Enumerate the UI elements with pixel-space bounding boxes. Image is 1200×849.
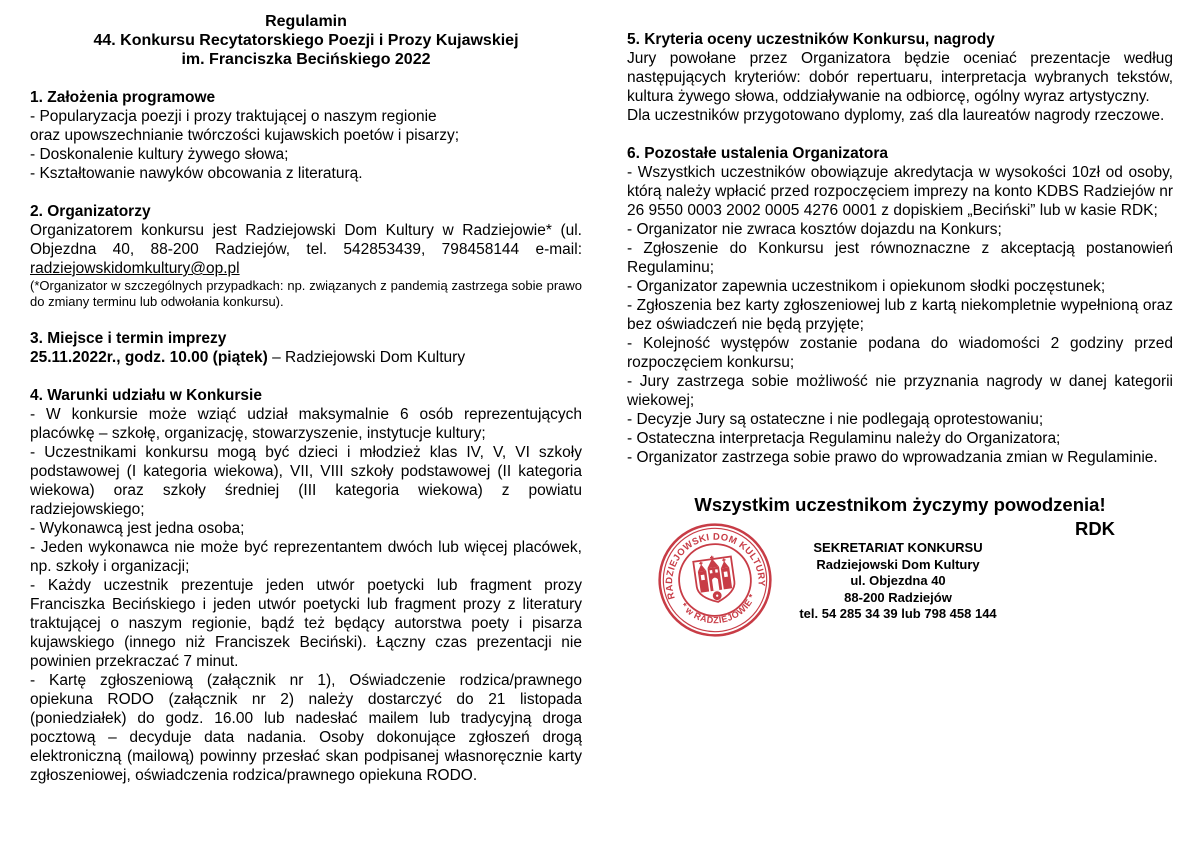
secretariat-line: SEKRETARIAT KONKURSU	[813, 540, 983, 555]
email-link[interactable]: radziejowskidomkultury@op.pl	[30, 260, 240, 277]
secretariat-line: 88-200 Radziejów	[844, 589, 952, 605]
title-line-1: Regulamin	[265, 13, 347, 30]
bullet-item: - Zgłoszenie do Konkursu jest równoznaczne z akceptacją postanowień Regulaminu;	[627, 240, 1173, 276]
bullet-item: - Decyzje Jury są ostateczne i nie podlegają oprotestowaniu;	[627, 411, 1044, 428]
signature-rdk: RDK	[1074, 518, 1116, 539]
bullet-item: - Każdy uczestnik prezentuje jeden utwór poetycki lub fragment prozy Franciszka Becińskiego i jeden utwór poetycki lub fragment prozy z literatury traktującej o naszym regionie, bądź też będący autorstwa poety i pisarza kujawskiego (innego niż Franciszek Beciński). Łączny czas prezentacji nie powinien przekraczać 7 minut.	[30, 577, 582, 670]
footer-area	[627, 531, 1173, 700]
awards-text: Dla uczestników przygotowano dyplomy, zaś dla laureatów nagrody rzeczowe.	[627, 107, 1165, 124]
event-date: 25.11.2022r., godz. 10.00 (piątek)	[30, 349, 268, 366]
secretariat-line: tel. 54 285 34 39 lub 798 458 144	[799, 606, 997, 621]
jury-criteria-text: Jury powołane przez Organizatora będzie oceniać prezentacje według następujących kryteriów: dobór repertuaru, interpretacja wybranych tekstów, kultura żywego słowa, oddziaływanie na odbiorcę, ogólny wyraz artystyczny.	[627, 50, 1173, 105]
bullet-item: - W konkursie może wziąć udział maksymalnie 6 osób reprezentujących placówkę – szkołę, organizację, stowarzyszenie, instytucje kultury;	[30, 406, 582, 442]
stamp-tower	[721, 567, 732, 589]
section-6-heading: 6. Pozostałe ustalenia Organizatora	[627, 145, 888, 162]
event-date-line	[30, 348, 582, 367]
right-column	[627, 30, 1173, 700]
section-5-heading: 5. Kryteria oceny uczestników Konkursu, nagrody	[627, 31, 995, 48]
title-line-2: 44. Konkursu Recytatorskiego Poezji i Prozy Kujawskiej	[93, 32, 519, 49]
section-1-line: - Popularyzacja poezji i prozy traktującej o naszym regionie	[30, 108, 437, 125]
bullet-item: - Kartę zgłoszeniową (załącznik nr 1), Oświadczenie rodzica/prawnego opiekuna RODO (załącznik nr 2) należy dostarczyć do 21 listopada (poniedziałek) do godz. 16.00 lub nadesłać mailem lub tradycyjną droga pocztową – decyduje data nadania. Osoby dokonujące zgłoszeń drogą elektroniczną (mailową) powinny przesłać skan podpisanej własnoręcznie karty zgłoszeniowej, oświadczenia rodzica/prawnego opiekuna RODO.	[30, 672, 582, 784]
section-2-footnote: (*Organizator w szczególnych przypadkach: np. związanych z pandemią zastrzega sobie prawo do zmiany terminu lub odwołania konkursu).	[30, 278, 582, 309]
section-2-body	[30, 221, 582, 278]
section-1-line: oraz upowszechnianie twórczości kujawskich poetów i pisarzy;	[30, 127, 460, 144]
stamp-tower	[698, 571, 709, 593]
bullet-item: - Organizator zapewnia uczestnikom i opiekunom słodki poczęstunek;	[627, 278, 1106, 295]
section-4-heading: 4. Warunki udziału w Konkursie	[30, 387, 262, 404]
bullet-item: - Organizator nie zwraca kosztów dojazdu na Konkurs;	[627, 221, 1002, 238]
closing-wish: Wszystkim uczestnikom życzymy powodzenia!	[694, 494, 1106, 515]
bullet-item: - Jury zastrzega sobie możliwość nie przyznania nagrody w danej kategorii wiekowej;	[627, 373, 1173, 409]
section-3-heading: 3. Miejsce i termin imprezy	[30, 330, 227, 347]
bullet-item: - Zgłoszenia bez karty zgłoszeniowej lub z kartą niekompletnie wypełnioną oraz bez oświadczeń nie będą przyjęte;	[627, 297, 1173, 333]
bullet-item: - Kolejność występów zostanie podana do wiadomości 2 godziny przed rozpoczęciem konkursu;	[627, 335, 1173, 371]
secretariat-block	[748, 540, 1048, 623]
title-line-3: im. Franciszka Becińskiego 2022	[181, 51, 431, 68]
left-column	[30, 12, 582, 785]
bullet-item: - Wszystkich uczestników obowiązuje akredytacja w wysokości 10zł od osoby, którą należy wpłacić przed rozpoczęciem imprezy na konto KDBS Radziejów nr 26 9550 0003 2002 0005 4276 0001 z dopiskiem „Beciński” lub w kasie RDK;	[627, 164, 1173, 219]
section-1-line: - Kształtowanie nawyków obcowania z literaturą.	[30, 165, 363, 182]
organizer-text: Organizatorem konkursu jest Radziejowski Dom Kultury w Radziejowie* (ul. Objezdna 40, 88-200 Radziejów, tel. 542853439, 798458144 e-mail:	[30, 222, 582, 258]
bullet-item: - Ostateczna interpretacja Regulaminu należy do Organizatora;	[627, 430, 1061, 447]
event-place: – Radziejowski Dom Kultury	[267, 349, 466, 366]
document-title	[30, 12, 582, 69]
section-1-heading: 1. Założenia programowe	[30, 89, 216, 106]
stamp-bottom-text: * w RADZIEJOWIE *	[678, 592, 758, 626]
stamp-ring-text: RADZIEJOWSKI DOM KULTURY	[664, 531, 767, 601]
secretariat-line: Radziejowski Dom Kultury	[816, 556, 980, 572]
bullet-item: - Uczestnikami konkursu mogą być dzieci i młodzież klas IV, V, VI szkoły podstawowej (I kategoria wiekowa), VII, VIII szkoły podstawowej (II kategoria wiekowa) oraz szkoły średniej (III kategoria wiekowa) z powiatu radziejowskiego;	[30, 444, 582, 518]
bullet-item: - Jeden wykonawca nie może być reprezentantem dwóch lub więcej placówek, np. szkoły i organizacji;	[30, 539, 582, 575]
bullet-item: - Organizator zastrzega sobie prawo do wprowadzania zmian w Regulaminie.	[627, 449, 1158, 466]
bullet-item: - Wykonawcą jest jedna osoba;	[30, 520, 245, 537]
section-2-heading: 2. Organizatorzy	[30, 203, 151, 220]
secretariat-line: ul. Objezdna 40	[850, 573, 946, 588]
section-1-line: - Doskonalenie kultury żywego słowa;	[30, 146, 289, 163]
